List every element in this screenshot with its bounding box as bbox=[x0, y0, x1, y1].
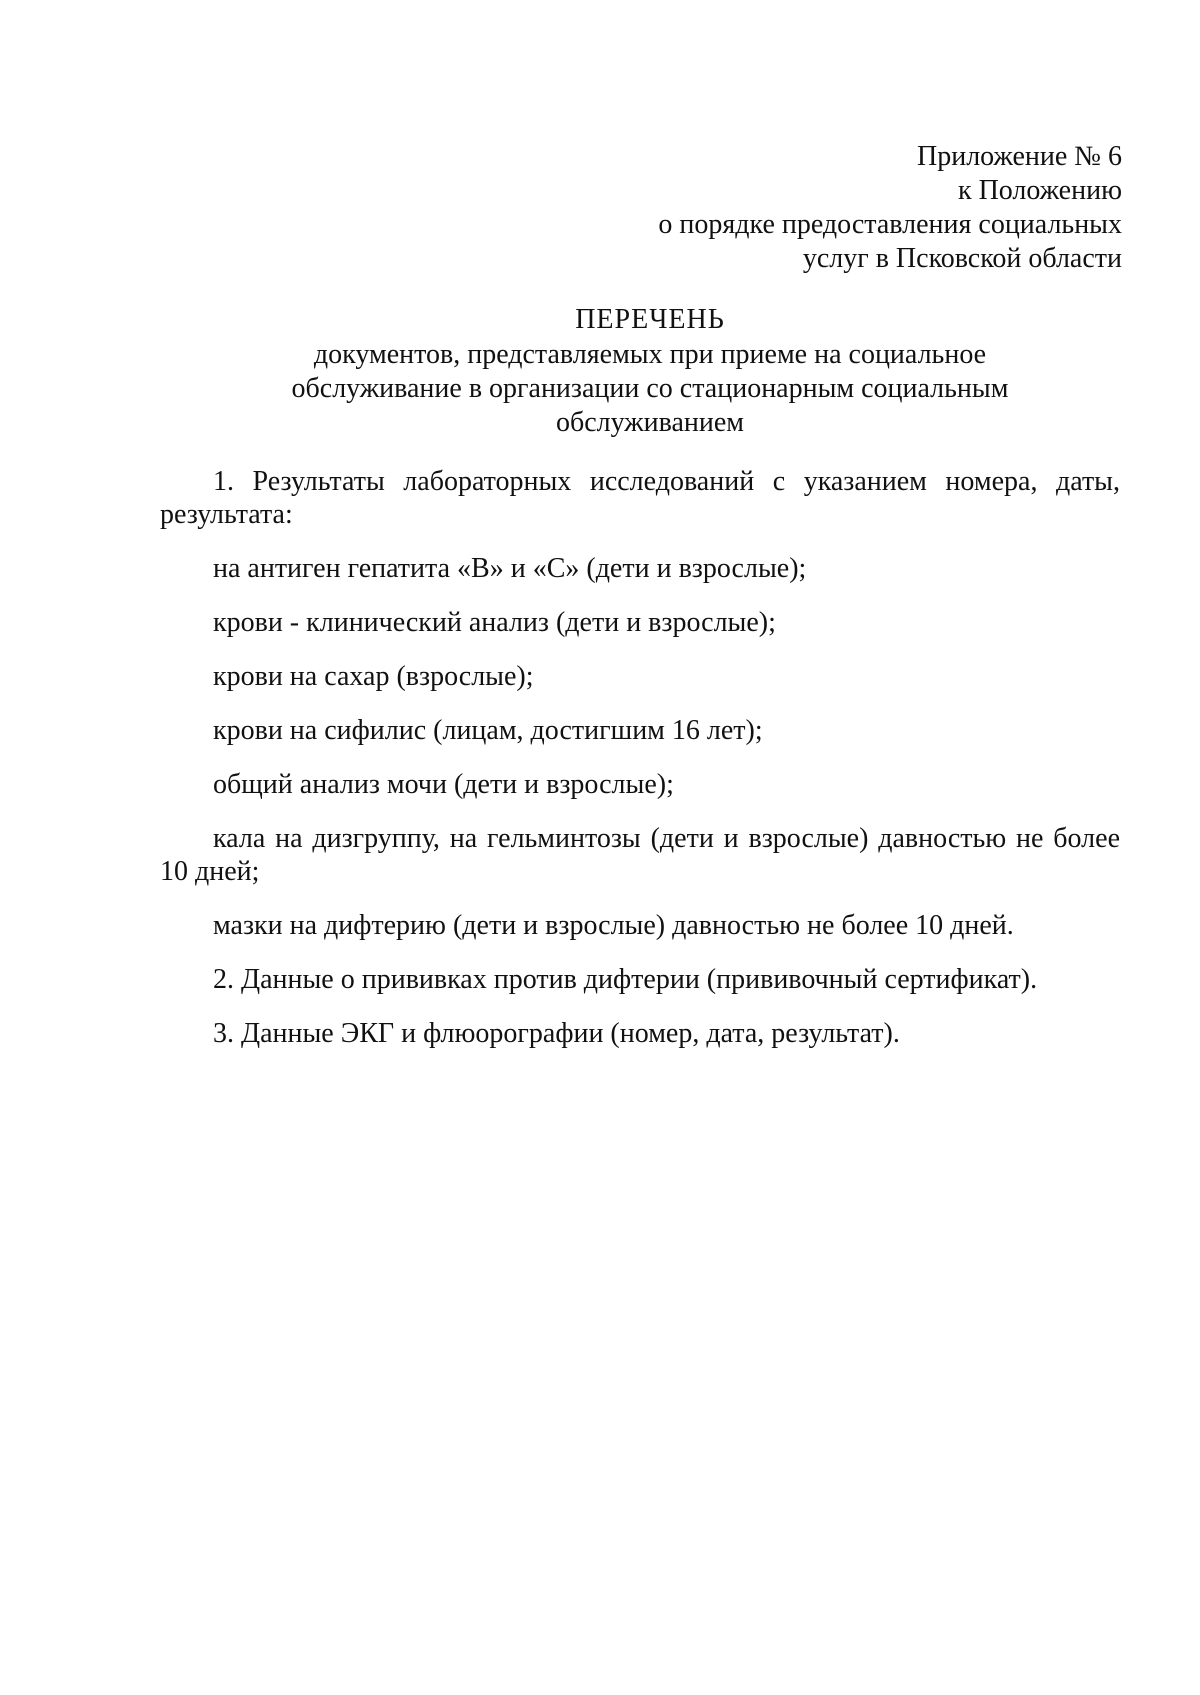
document-subtitle-line-1: документов, представляемых при приеме на социальное bbox=[313, 339, 987, 370]
list-item-urine: общий анализ мочи (дети и взрослые); bbox=[213, 769, 674, 800]
document-subtitle-line-2: обслуживание в организации со стационарным социальным bbox=[291, 373, 1009, 404]
appendix-reference bbox=[562, 140, 1122, 276]
appendix-number: Приложение № 6 bbox=[917, 141, 1122, 172]
appendix-regulation-subject: о порядке предоставления социальных bbox=[658, 209, 1122, 240]
item-1-lab-results: 1. Результаты лабораторных исследований с указанием номера, даты, результата: bbox=[160, 466, 1120, 530]
document-heading bbox=[160, 303, 1140, 440]
list-item-hepatitis: на антиген гепатита «В» и «С» (дети и взрослые); bbox=[213, 553, 807, 584]
document-body bbox=[160, 465, 1120, 1071]
item-2-vaccinations: 2. Данные о прививках против дифтерии (прививочный сертификат). bbox=[213, 964, 1038, 995]
list-item-blood-clinical: крови - клинический анализ (дети и взрослые); bbox=[213, 607, 776, 638]
document-subtitle-line-3: обслуживанием bbox=[555, 407, 744, 438]
document-title: ПЕРЕЧЕНЬ bbox=[575, 304, 725, 335]
appendix-regulation: к Положению bbox=[957, 175, 1122, 206]
appendix-region: услуг в Псковской области bbox=[802, 243, 1122, 274]
item-3-ecg-fluorography: 3. Данные ЭКГ и флюорографии (номер, дата, результат). bbox=[213, 1018, 900, 1049]
list-item-blood-sugar: крови на сахар (взрослые); bbox=[213, 661, 534, 692]
list-item-blood-syphilis: крови на сифилис (лицам, достигшим 16 лет); bbox=[213, 715, 763, 746]
list-item-stool: кала на дизгруппу, на гельминтозы (дети и взрослые) давностью не более 10 дней; bbox=[160, 823, 1120, 887]
list-item-diphtheria-swab: мазки на дифтерию (дети и взрослые) давностью не более 10 дней. bbox=[213, 910, 1014, 941]
